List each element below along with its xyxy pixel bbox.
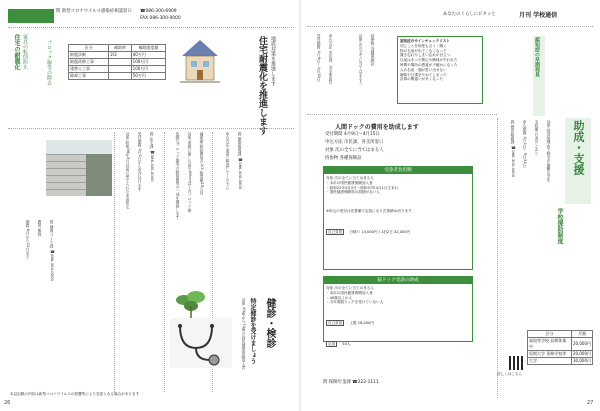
dock-line: 受付期間 4月9日〜4月15日: [325, 132, 380, 137]
stethoscope-photo: [170, 318, 232, 368]
subsection-heading: 学校援助制度: [556, 208, 563, 244]
dock-title: 人間ドックの費用を助成します: [335, 124, 419, 131]
dock-fee-box: [323, 166, 473, 270]
housing-subheading: 地震対策を推進します: [270, 36, 276, 86]
dock-line: 申込方法 市民課、各支所窓口: [325, 140, 384, 145]
side-heading: 住宅の耐震化: [13, 34, 20, 70]
dock-line: 対象 次の全てに当てはまる人: [325, 148, 384, 153]
checklist-item: 趣味や日課をやめてしまった: [400, 72, 447, 77]
section-tab: 助成・支援: [565, 118, 591, 204]
table-row: 高校等学校 長期休業中 20,000円: [529, 338, 592, 349]
qr-code[interactable]: [509, 356, 523, 370]
table-header: 月額: [572, 331, 593, 338]
table-row: 除却工事 50万円: [69, 73, 166, 80]
table-header: 区分: [69, 45, 109, 52]
dock-box-line: ・本市の国民健康保険加入者: [326, 180, 373, 185]
page-number: 26: [4, 400, 11, 406]
brain-box-title: 脳ドック受診の助成: [324, 277, 472, 284]
body-text-column: 補助額 除却費用の2/3 限度額15万円: [200, 132, 205, 195]
dock-box-line: ・昭和22年4月2日〜昭和57年4月1日生まれ: [326, 185, 399, 190]
dock-box-line: ・国民健康保険料の滞納がない人: [326, 190, 380, 195]
header-label: あなたのくらしにピタッと: [443, 12, 496, 17]
plant-photo: [174, 288, 208, 318]
body-text-column: 受付期間 4月1日から受け付けます: [138, 132, 143, 192]
support-text: 対象 経済的理由で修学が困難な学生: [547, 120, 552, 183]
fee-label: 自己負担: [328, 229, 343, 234]
body-text-column: 持参物 各種保険証: [371, 34, 376, 66]
fee-value: 日帰り 14,000円 / 1泊2日 32,000円: [349, 229, 411, 234]
body-text-column: 危険なブロック塀等の除却費用の一部を補助します: [176, 132, 181, 220]
health-heading: 健診・検診: [264, 298, 275, 348]
header-title: 月刊 学校通信: [519, 12, 558, 19]
body-text-column: 対象 道路に面した高さ80cm以上のブロック塀: [188, 132, 193, 213]
body-text-column: 申込方法 事前に相談してください: [226, 132, 231, 191]
brain-box-line: ・本市の国民健康保険加入者: [326, 290, 373, 295]
body-text-column: 対象 次の全てに当てはまる人: [359, 34, 364, 85]
header-contact: 問 新型コロナウイルス感染症相談窓口: [56, 9, 132, 14]
table-row: 大学 30,000円: [529, 358, 592, 363]
checklist-item: 計算の間違いが多くなった: [400, 77, 444, 82]
support-text: 問 教育総務課 ☎086-300-0000: [511, 120, 516, 178]
checklist-item: 物の名前が出てこなくなった: [400, 48, 447, 53]
scholarship-table: [527, 330, 593, 365]
right-page: [301, 0, 600, 411]
side-heading: ブロック塀等の除去: [46, 40, 52, 85]
table-row: 建替え工事 100万円: [69, 66, 166, 73]
side-heading: 家具の転倒防止: [22, 34, 28, 69]
brain-box-line: 対象 次の全てに当てはまる人: [326, 286, 374, 290]
page-number: 27: [587, 400, 594, 406]
health-text: 費用 無料: [38, 220, 43, 237]
header-phone: ☎086-300-6909: [140, 9, 177, 14]
table-header: 区分: [528, 331, 572, 338]
contact-line: 問 保険年金課 ☎222-1111: [323, 380, 379, 385]
brain-box-line: ・今年度脳ドックを受けていない人: [326, 300, 384, 305]
brain-count-value: 50人: [342, 342, 351, 347]
brain-count-label: 定員: [328, 342, 336, 347]
housing-heading: 住宅耐震化を推進します: [257, 36, 267, 135]
table-header: 補助限度額: [131, 45, 165, 52]
block-wall-photo: [46, 140, 112, 196]
header-badge: [8, 9, 54, 23]
dock-box-line: 対象 次の全てに当てはまる人: [326, 176, 374, 180]
table-header: 補助率: [109, 45, 131, 52]
health-subheading: 特定健診を受けましょう: [249, 298, 256, 364]
header-fax: FAX 086-300-0000: [140, 16, 181, 21]
support-text: 申込期間 4月1日〜5月31日: [523, 120, 528, 168]
body-text-column: 対象 昭和56年5月以前に建てられた木造住宅: [126, 132, 131, 209]
checklist-box: [397, 36, 483, 104]
health-text: 問 健康づくり課 ☎086-300-0000: [50, 220, 55, 281]
house-illustration: [178, 34, 222, 84]
body-text-column: 問 建築指導課 ☎086-300-0000: [238, 132, 243, 190]
brain-box-line: ・40歳以上の人: [326, 295, 353, 300]
health-text: 対象 40歳から74歳の国民健康保険加入者: [242, 298, 247, 370]
brain-fee-label: 自己負担: [328, 321, 343, 326]
checklist-item: 人の名前・顔が思い出せない: [400, 67, 447, 72]
checklist-title: 認知症のサインチェックリスト: [400, 39, 450, 43]
support-text: 支給額 右表のとおり: [535, 120, 540, 156]
body-text-column: 問 住宅課 ☎086-300-0000: [150, 132, 155, 182]
table-row: 短期大学 専修学校等 20,000円: [529, 351, 592, 356]
qr-caption: 詳しくはこちら: [497, 372, 523, 376]
checklist-item: 時間や場所の感覚が不確かになった: [400, 62, 458, 67]
early-detection-box: 認知症の早期発見: [533, 36, 545, 116]
footer-note: 本誌記載の内容は新型コロナウイルスの影響等により変更となる場合があります: [10, 392, 140, 396]
checklist-item: 置き忘れやしまい忘れが目立つ: [400, 53, 451, 58]
brain-dock-box: [323, 276, 473, 347]
table-row: 耐震改修工事 100万円: [69, 59, 166, 66]
body-text-column: 受付期間 4月9日〜4月15日: [317, 34, 322, 82]
health-text: 期間 6月から12月まで: [26, 220, 31, 259]
housing-subsidy-table: [68, 44, 166, 80]
brain-fee-value: 上限 16,000円: [349, 321, 374, 326]
checklist-item: 以前はあった関心や興味が失われた: [400, 58, 458, 63]
checklist-item: 同じことを何度も言う・聞く: [400, 43, 447, 48]
dock-box-title: 受診者負担額: [324, 167, 472, 174]
body-text-column: 申込方法 市民課、各支所窓口: [329, 34, 334, 85]
dock-line: 持参物 各種保険証: [325, 156, 362, 161]
dock-box-line: ※申込の受付は先着順で定員になり次第締め切ります: [326, 209, 412, 214]
table-row: 耐震診断 2/3 40万円: [69, 52, 166, 59]
